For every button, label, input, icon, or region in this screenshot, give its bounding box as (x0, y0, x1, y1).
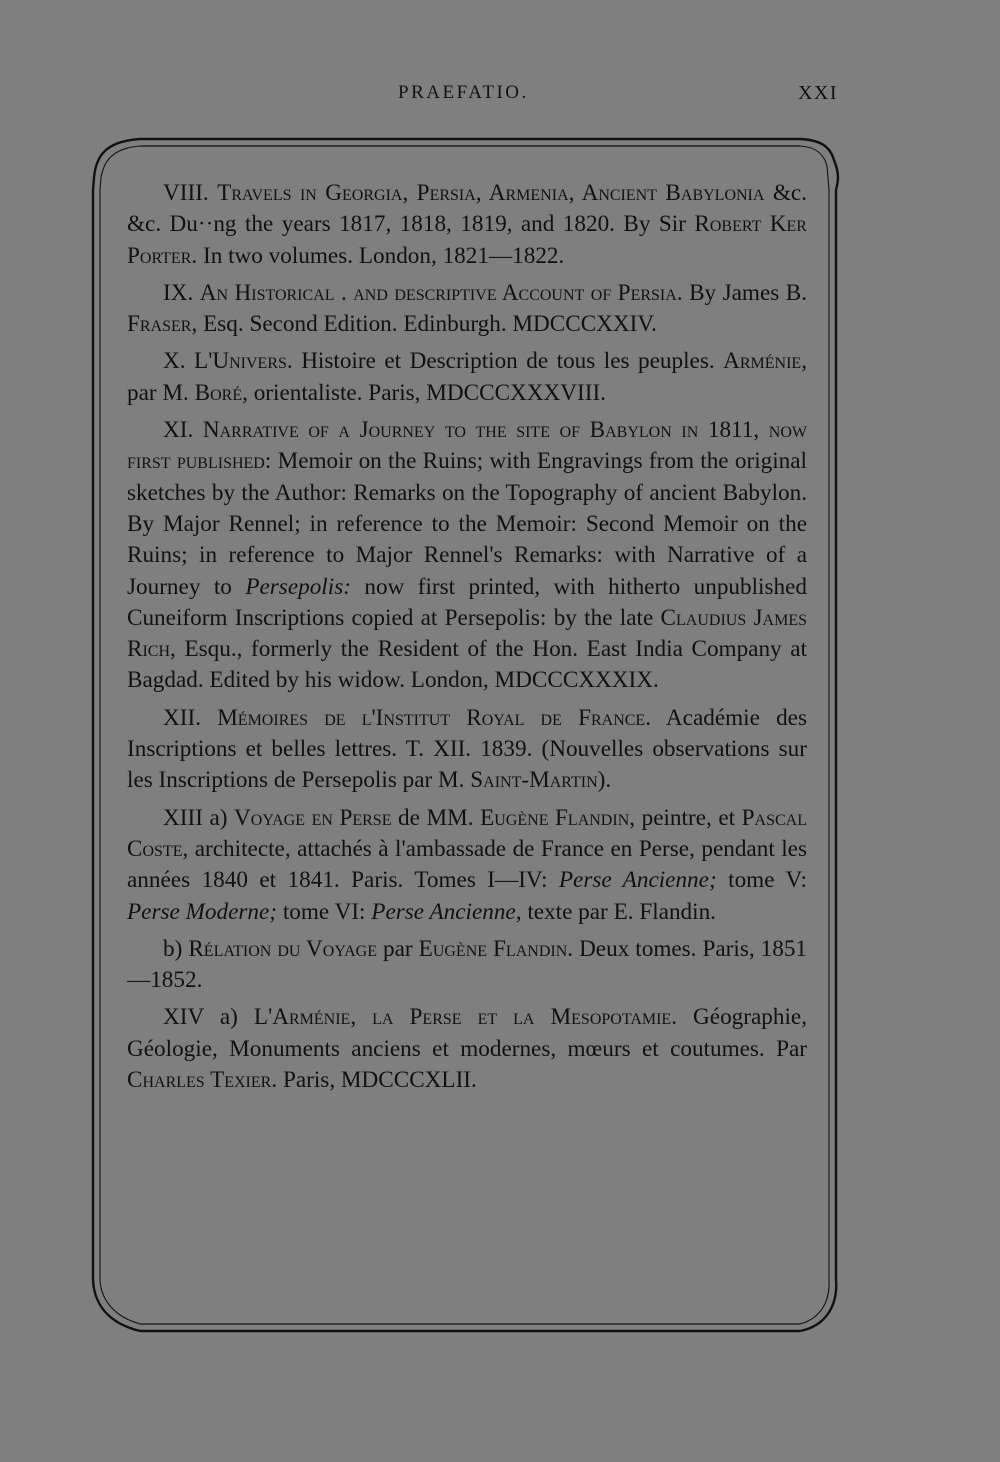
entry-italic: Persepolis: (245, 573, 351, 600)
entry-xii (127, 703, 807, 797)
entry-number: XI. (163, 417, 194, 444)
entry-title: Voyage en Perse (234, 804, 392, 831)
entry-xiii-b (127, 934, 807, 997)
entry-number: VIII. (163, 180, 209, 206)
entry-viii (127, 178, 807, 272)
entry-author: Claudius James Rich (127, 604, 807, 663)
entry-author: Saint-Martin (470, 767, 598, 794)
entry-author: Robert Ker Porter (127, 211, 807, 269)
entry-xiv-a (127, 1002, 807, 1096)
entry-x (127, 346, 807, 409)
entry-text: par (377, 935, 413, 962)
entry-author: Charles Texier (127, 1067, 272, 1094)
entry-text: &c. &c. Du··ng the years 1817, 1818, 1819, and 1820. By Sir (127, 180, 808, 238)
entry-number: b) (163, 935, 183, 962)
entry-xiii-a (127, 803, 807, 928)
running-head-title: PRAEFATIO. (398, 82, 529, 103)
entry-title: Travels in Georgia, Persia, Armenia, Ancient Babylonia (217, 180, 765, 206)
entry-author: Eugène Flandin (480, 804, 630, 831)
entry-author: Fraser (127, 311, 192, 338)
page-number: XXI (797, 82, 838, 104)
entry-xi (127, 415, 807, 697)
entry-text: . Deux tomes. Paris, 1851—1852. (127, 935, 808, 994)
entry-number: X. (163, 348, 186, 375)
entry-text: . In two volumes. London, 1821—1822. (191, 242, 565, 269)
entry-author: Pascal Coste (127, 804, 807, 862)
entry-text: , orientaliste. Paris, MDCCCXXXVIII. (242, 379, 606, 406)
entry-text: : Memoir on the Ruins; with Engravings from the original sketches by the Author: Remarks on the Topography of ancient Babylon. By Major Rennel; in reference to the Memoir: Second Memoir on the Ruins; in reference to Major Rennel's Remarks: with Narrative of a Journey to (127, 448, 807, 600)
entry-title: Narrative of a Journey to the site of Babylon in 1811, now first published (127, 417, 808, 475)
entry-text: . Géographie, Géologie, Monuments anciens et modernes, mœurs et coutumes. Par (127, 1004, 807, 1062)
entry-number: XIII a) (163, 804, 228, 831)
entry-text: now first printed, with hitherto unpublished Cuneiform Inscriptions copied at Persepolis: by the late (127, 573, 808, 631)
entry-subject: Arménie (723, 348, 802, 375)
entry-number: XIV a) (163, 1004, 238, 1031)
entry-number: XII. (163, 704, 201, 731)
entry-text: . Histoire et Description de tous les peuples. (286, 348, 715, 375)
entry-text: ). (597, 767, 612, 794)
entry-text: , architecte, attachés à l'ambassade de France en Perse, pendant les années 1840 et 1841. Paris. Tomes I—IV: (127, 835, 807, 894)
entry-text: de MM. (391, 804, 474, 831)
entry-text: . Paris, MDCCCXLII. (271, 1067, 477, 1094)
entry-text: , Esq. Second Edition. Edinburgh. MDCCCXXIV. (191, 311, 657, 338)
entry-text: , peintre, et (629, 804, 736, 831)
entry-italic: Perse Ancienne, (371, 898, 522, 925)
entry-text: tome VI: (277, 898, 366, 925)
entry-text: , par M. (127, 348, 807, 406)
bibliography-text (127, 178, 807, 1102)
entry-author: Boré (194, 379, 243, 406)
entry-title: L'Arménie, la Perse et la Mesopotamie (253, 1004, 672, 1031)
entry-text: . Académie des Inscriptions et belles lettres. T. XII. 1839. (Nouvelles observations sur les Inscriptions de Persepolis par M. (127, 704, 807, 794)
entry-text: tome V: (716, 867, 807, 894)
entry-italic: Perse Moderne; (127, 898, 278, 925)
entry-number: IX. (163, 279, 194, 306)
entry-title: L'Univers (194, 348, 287, 375)
entry-title: An Historical . and descriptive Account of Persia (199, 279, 677, 306)
entry-text: . By James B. (676, 279, 807, 306)
entry-title: Rélation du Voyage (188, 935, 378, 962)
entry-ix (127, 278, 807, 341)
entry-text: , Esqu., formerly the Resident of the Hon. East India Company at Bagdad. Edited by his widow. London, MDCCCXXXIX. (127, 636, 807, 694)
entry-title: Mémoires de l'Institut Royal de France (217, 704, 646, 731)
entry-author: Eugène Flandin (418, 935, 568, 962)
entry-italic: Perse Ancienne; (558, 867, 717, 894)
entry-text: texte par E. Flandin. (521, 898, 716, 925)
